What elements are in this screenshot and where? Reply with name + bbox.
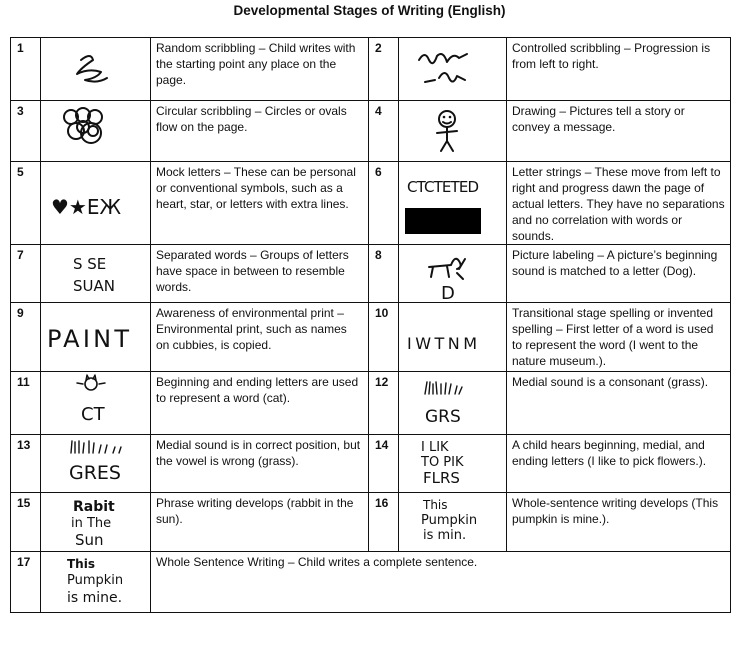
writing-sample-letter-strings [399,162,507,245]
writing-sample-random-scribble [41,38,151,101]
sample-text: Pumpkin [67,573,124,588]
stage-number: 4 [369,101,399,162]
stage-number: 14 [369,435,399,493]
table-row [11,303,731,372]
stage-description: Awareness of environmental print – Environmental print, such as names on cubbies, is copied. [151,303,369,372]
table-row [11,162,731,245]
table-row [11,493,731,552]
table-row [11,101,731,162]
stage-description: Drawing – Pictures tell a story or convey a message. [507,101,731,162]
sample-text: CT [81,404,105,425]
stage-description: Random scribbling – Child writes with the starting point any place on the page. [151,38,369,101]
writing-sample-invented-spelling [399,303,507,372]
stage-description: Medial sound is a consonant (grass). [507,372,731,435]
stage-number: 13 [11,435,41,493]
table-row [11,372,731,435]
stage-number: 17 [11,552,41,613]
stage-description: Circular scribbling – Circles or ovals flow on the page. [151,101,369,162]
sample-text: This [423,498,448,512]
sample-text: in The [71,516,112,531]
stage-description: Beginning and ending letters are used to represent a word (cat). [151,372,369,435]
sample-text: GRS [425,407,461,427]
stage-number: 8 [369,245,399,303]
stage-number: 16 [369,493,399,552]
stages-table [10,37,731,613]
stage-number: 6 [369,162,399,245]
writing-sample-grass-consonant [399,372,507,435]
stage-number: 11 [11,372,41,435]
sample-text: I LIK [421,440,449,455]
sample-text: is mine. [67,590,123,606]
stage-number: 7 [11,245,41,303]
stage-description: Separated words – Groups of letters have space in between to resemble words. [151,245,369,303]
writing-sample-pick-flowers [399,435,507,493]
writing-sample-cat [41,372,151,435]
stage-number: 1 [11,38,41,101]
sample-text: ♥★EЖ [51,195,122,219]
stage-description: Transitional stage spelling or invented spelling – First letter of a word is used to represent the word (I went to the nature museum.). [507,303,731,372]
sample-text: Pumpkin [421,513,478,528]
writing-sample-mock-letters [41,162,151,245]
table-row [11,38,731,101]
writing-sample-controlled-scribble [399,38,507,101]
stage-description: Whole Sentence Writing – Child writes a complete sentence. [151,552,731,613]
writing-sample-circular-scribble [41,101,151,162]
sample-text: GRES [69,462,121,484]
writing-sample-pumpkin-phrase [399,493,507,552]
stage-number: 5 [11,162,41,245]
stage-description: Whole-sentence writing develops (This pumpkin is mine.). [507,493,731,552]
sample-text: FLRS [423,469,460,487]
stage-description: Picture labeling – A picture’s beginning sound is matched to a letter (Dog). [507,245,731,303]
table-row [11,435,731,493]
sample-text: SUAN [73,277,115,295]
sample-text: PAINT [47,325,129,353]
stage-number: 2 [369,38,399,101]
stage-description: Controlled scribbling – Progression is from left to right. [507,38,731,101]
writing-sample-picture-label [399,245,507,303]
sample-text: D [441,283,455,302]
stage-number: 15 [11,493,41,552]
writing-sample-separated-words [41,245,151,303]
writing-sample-grass-vowel [41,435,151,493]
sample-text: S SE [73,255,107,273]
stage-number: 9 [11,303,41,372]
writing-sample-stick-figure [399,101,507,162]
table-row [11,552,731,613]
stage-number: 12 [369,372,399,435]
stage-number: 10 [369,303,399,372]
page-title: Developmental Stages of Writing (English) [233,3,506,18]
writing-sample-rabbit-sun [41,493,151,552]
sample-text: IWTNM [407,334,477,353]
sample-text: CTCTETED [407,178,479,196]
sample-text: Rabit [73,499,115,515]
sample-text: Sun [75,531,104,549]
redaction-block [405,208,481,234]
stage-description: A child hears beginning, medial, and ending letters (I like to pick flowers.). [507,435,731,493]
sample-text: is min. [423,528,467,543]
writing-sample-pumpkin-sentence [41,552,151,613]
stage-description: Medial sound is in correct position, but the vowel is wrong (grass). [151,435,369,493]
sample-text: This [67,557,95,571]
stage-description: Mock letters – These can be personal or conventional symbols, such as a heart, star, or letters with extra lines. [151,162,369,245]
stage-description: Phrase writing develops (rabbit in the sun). [151,493,369,552]
sample-text: TO PIK [421,455,464,470]
writing-sample-environmental-print [41,303,151,372]
stage-number: 3 [11,101,41,162]
table-row [11,245,731,303]
stage-description: Letter strings – These move from left to right and progress dawn the page of actual letters. They have no separations and no correlation with words or sounds. [507,162,731,245]
